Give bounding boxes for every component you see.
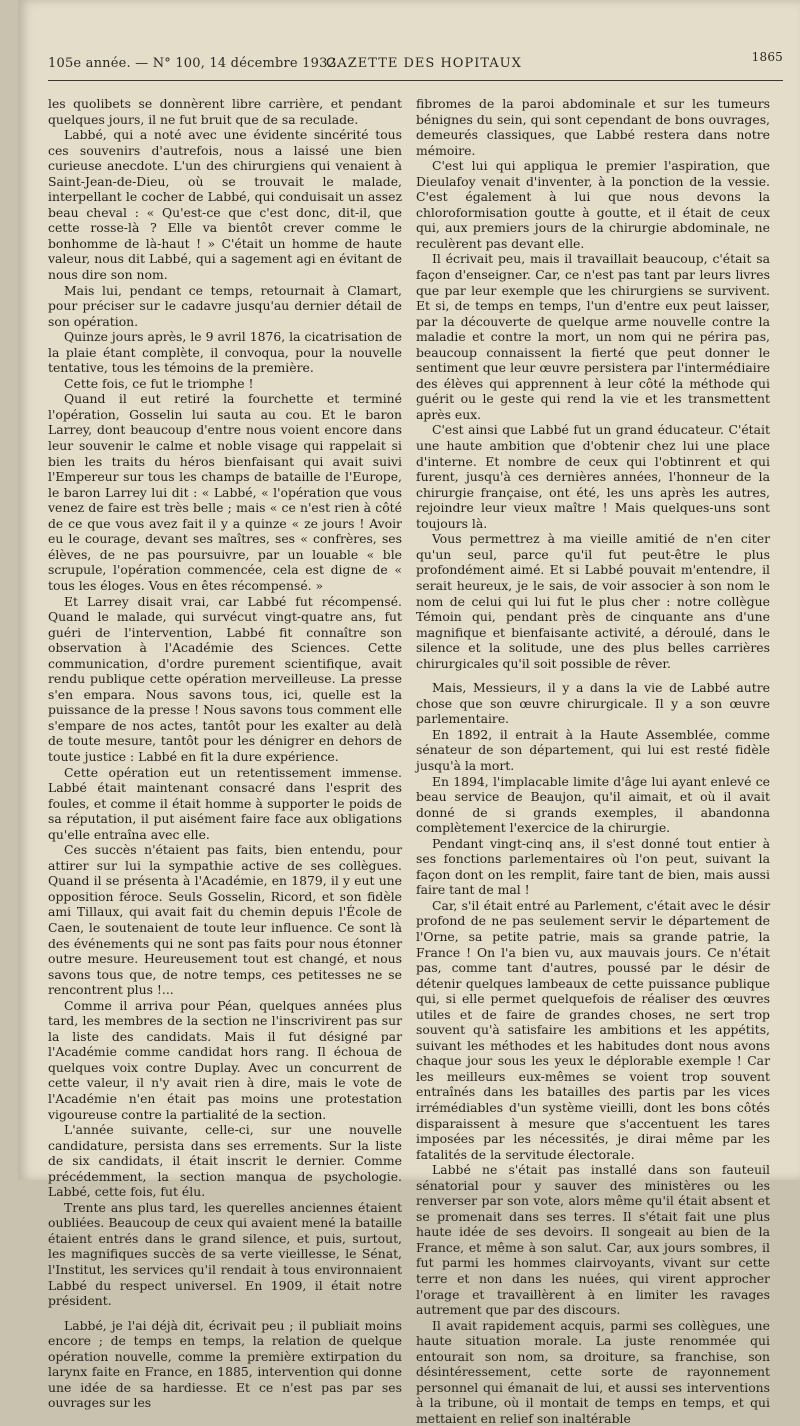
paragraph: Comme il arriva pour Péan, quelques années plus tard, les membres de la section ne l'inscrivirent pas sur la liste des candidats. Mais il fut désigné par l'Académie comme candidat hors rang. Il échoua de quelques voix contre Duplay. Avec un concurrent de cette valeur, il n'y avait rien à dire, mais le vote de l'Académie n'en était pas moins une protestation vigoureuse contre la partialité de la section. xyxy=(48,997,402,1122)
paragraph: Labbé, je l'ai déjà dit, écrivait peu ; il publiait moins encore ; de temps en temps, la relation de quelque opération nouvelle, comme la première extirpation du larynx faite en France, en 1885, intervention qui donne une idée de sa hardiesse. Et ce n'est pas par ses ouvrages sur les xyxy=(48,1317,402,1411)
paragraph: Mais, Messieurs, il y a dans la vie de Labbé autre chose que son œuvre chirurgicale. Il y a son œuvre parlementaire. xyxy=(416,680,770,727)
paragraph: Car, s'il était entré au Parlement, c'était avec le désir profond de ne pas seulement servir le département de l'Orne, sa petite patrie, mais sa grande patrie, la France ! On l'a bien vu, aux mauvais jours. Ce n'était pas, comme tant d'autres, poussé par le désir de détenir quelques lambeaux de cette puissance publique qui, si elle permet quelquefois de réaliser des œuvres utiles et de faire de grandes choses, ne sert trop souvent qu'à satisfaire les ambitions et les appétits, suivant les méthodes et les habitudes dont nous avons chaque jour sous les yeux le déplorable exemple ! Car les meilleurs eux-mêmes se voient trop souvent entraînés dans les batailles des partis par les vices irrémédiables d'un système vieilli, dont les bons côtés disparaissent à mesure que s'accentuent les tares imposées par les nécessités, je dirai même par les fatalités de la servitude électorale. xyxy=(416,897,770,1162)
paragraph: Ces succès n'étaient pas faits, bien entendu, pour attirer sur lui la sympathie active de ses collègues. Quand il se présenta à l'Académie, en 1879, il y eut une opposition féroce. Seuls Gosselin, Ricord, et son fidèle ami Tillaux, qui avait fait du chemin depuis l'École de Caen, le soutenaient de toute leur influence. Ce sont là des événements qui ne sont pas faits pour nous étonner outre mesure. Heureusement tout est changé, et nous savons tous que, de notre temps, ces petitesses ne se rencontrent plus !... xyxy=(48,842,402,998)
paragraph: Trente ans plus tard, les querelles anciennes étaient oubliées. Beaucoup de ceux qui avaient mené la bataille étaient entrés dans le grand silence, et puis, surtout, les magnifiques succès de sa verte vieillesse, le Sénat, l'Institut, les services qu'il rendait à tous environnaient Labbé du respect universel. En 1909, il était notre président. xyxy=(48,1199,402,1309)
header-rule xyxy=(48,80,783,81)
page-header xyxy=(48,50,783,78)
newspaper-page xyxy=(18,0,800,1426)
paragraph: les quolibets se donnèrent libre carrière, et pendant quelques jours, il ne fut bruit que de sa reculade. xyxy=(48,96,402,127)
paragraph: Mais lui, pendant ce temps, retournait à Clamart, pour préciser sur le cadavre jusqu'au dernier détail de son opération. xyxy=(48,282,402,329)
paragraph: Il écrivait peu, mais il travaillait beaucoup, c'était sa façon d'enseigner. Car, ce n'est pas tant par leurs livres que par leur exemple que les chirurgiens se survivent. Et si, de temps en temps, l'un d'entre eux peut laisser, par la découverte de quelque arme nouvelle contre la maladie et contre la mort, un nom qui ne périra pas, beaucoup connaissent la fierté que peut donner le sentiment que leur œuvre persistera par l'intermédiaire des élèves qui apprennent à leur côté la méthode qui guérit ou le geste qui rend la vie et les transmettent après eux. xyxy=(416,251,770,422)
paragraph: C'est lui qui appliqua le premier l'aspiration, que Dieulafoy venait d'inventer, à la ponction de la vessie. C'est également à lui que nous devons la chloroformisation goutte à goutte, et il était de ceux qui, aux premiers jours de la chirurgie abdominale, ne reculèrent pas devant elle. xyxy=(416,158,770,251)
paragraph: Quinze jours après, le 9 avril 1876, la cicatrisation de la plaie étant complète, il convoqua, pour la nouvelle tentative, tous les témoins de la première. xyxy=(48,329,402,376)
left-column xyxy=(48,96,402,1411)
paragraph: Pendant vingt-cinq ans, il s'est donné tout entier à ses fonctions parlementaires où l'on peut, suivant la façon dont on les remplit, faire tant de bien, mais aussi faire tant de mal ! xyxy=(416,835,770,898)
paragraph: fibromes de la paroi abdominale et sur les tumeurs bénignes du sein, qui sont cependant de bons ouvrages, demeurés classiques, que Labbé restera dans notre mémoire. xyxy=(416,96,770,158)
paragraph: Labbé ne s'était pas installé dans son fauteuil sénatorial pour y sauver des ministères ou les renverser par son vote, alors même qu'il était absent et se promenait dans ses terres. Il s'était fait une plus haute idée de ses devoirs. Il songeait au bien de la France, et même à son salut. Car, aux jours sombres, il fut parmi les hommes clairvoyants, vivant sur cette terre et non dans les nuées, qui virent approcher l'orage et travaillèrent à en limiter les ravages autrement que par des discours. xyxy=(416,1162,770,1318)
paragraph: Labbé, qui a noté avec une évidente sincérité tous ces souvenirs d'autrefois, nous a laissé une bien curieuse anecdote. L'un des chirurgiens qui venaient à Saint-Jean-de-Dieu, où se trouvait le malade, interpellant le cocher de Labbé, qui conduisait un assez beau cheval : « Qu'est-ce que c'est donc, dit-il, que cette rosse-là ? Elle va bientôt crever comme le bonhomme de là-haut ! » C'était un homme de haute valeur, nous dit Labbé, qui a sagement agi en évitant de nous dire son nom. xyxy=(48,127,402,283)
issue-line: 105e année. — N° 100, 14 décembre 1932. xyxy=(48,56,341,71)
paragraph: Cette opération eut un retentissement immense. Labbé était maintenant consacré dans l'esprit des foules, et comme il était homme à supporter le poids de sa réputation, il put aisément faire face aux obligations qu'elle entraîna avec elle. xyxy=(48,764,402,842)
paragraph: Vous permettrez à ma vieille amitié de n'en citer qu'un seul, parce qu'il fut peut-être le plus profondément aimé. Et si Labbé pouvait m'entendre, il serait heureux, je le sais, de voir associer à son nom le nom de celui qui lui fut le plus cher : notre collègue Témoin qui, pendant près de cinquante ans d'une magnifique et bienfaisante activité, a déroulé, dans le silence et la solitude, une des plus belles carrières chirurgicales qu'il soit possible de rêver. xyxy=(416,531,770,671)
paragraph: C'est ainsi que Labbé fut un grand éducateur. C'était une haute ambition que d'obtenir chez lui une place d'interne. Et nombre de ceux qui l'obtinrent et qui furent, jusqu'à ces dernières années, l'honneur de la chirurgie française, ont été, les uns après les autres, rejoindre leur vieux maître ! Mais quelques-uns sont toujours là. xyxy=(416,422,770,531)
paragraph: L'année suivante, celle-ci, sur une nouvelle candidature, persista dans ses errements. Sur la liste de six candidats, il était inscrit le dernier. Comme précédemment, la section manqua de psychologie. Labbé, cette fois, fut élu. xyxy=(48,1122,402,1200)
journal-title: GAZETTE DES HOPITAUX xyxy=(326,56,522,71)
paragraph: En 1892, il entrait à la Haute Assemblée, comme sénateur de son département, qui lui est resté fidèle jusqu'à la mort. xyxy=(416,726,770,773)
paragraph: En 1894, l'implacable limite d'âge lui ayant enlevé ce beau service de Beaujon, qu'il aimait, et où il avait donné de si grands exemples, il abandonna complètement l'exercice de la chirurgie. xyxy=(416,773,770,836)
paragraph: Quand il eut retiré la fourchette et terminé l'opération, Gosselin lui sauta au cou. Et le baron Larrey, dont beaucoup d'entre nous voient encore dans leur souvenir le calme et noble visage qui rappelait si bien les traits du héros bienfaisant qui avait suivi l'Empereur sur tous les champs de bataille de l'Europe, le baron Larrey lui dit : « Labbé, « l'opération que vous venez de faire est très belle ; mais « ce n'est rien à côté de ce que vous avez fait il y a quinze « ze jours ! Avoir eu le courage, devant ses maîtres, ses « confrères, ses élèves, de ne pas poursuivre, par un louable « ble scrupule, l'opération commencée, cela est digne de « tous les éloges. Vous en êtes récompensé. » xyxy=(48,391,402,593)
right-column xyxy=(416,96,770,1426)
paragraph: Et Larrey disait vrai, car Labbé fut récompensé. Quand le malade, qui survécut vingt-quatre ans, fut guéri de l'intervention, Labbé fit connaître son observation à l'Académie des Sciences. Cette communication, d'ordre purement scientifique, avait rendu publique cette opération merveilleuse. La presse s'en empara. Nous savons tous, ici, quelle est la puissance de la presse ! Nous savons tous comment elle s'empare de nos actes, tantôt pour les exalter au delà de toute mesure, tantôt pour les dénigrer en dehors de toute justice : Labbé en fit la dure expérience. xyxy=(48,593,402,764)
paragraph: Il avait rapidement acquis, parmi ses collègues, une haute situation morale. La juste renommée qui entourait son nom, sa droiture, sa franchise, son désintéressement, cette sorte de rayonnement personnel qui émanait de lui, et aussi ses interventions à la tribune, où il montait de temps en temps, et qui mettaient en relief son inaltérable xyxy=(416,1317,770,1426)
paragraph: Cette fois, ce fut le triomphe ! xyxy=(64,375,254,391)
page-number: 1865 xyxy=(751,50,783,64)
